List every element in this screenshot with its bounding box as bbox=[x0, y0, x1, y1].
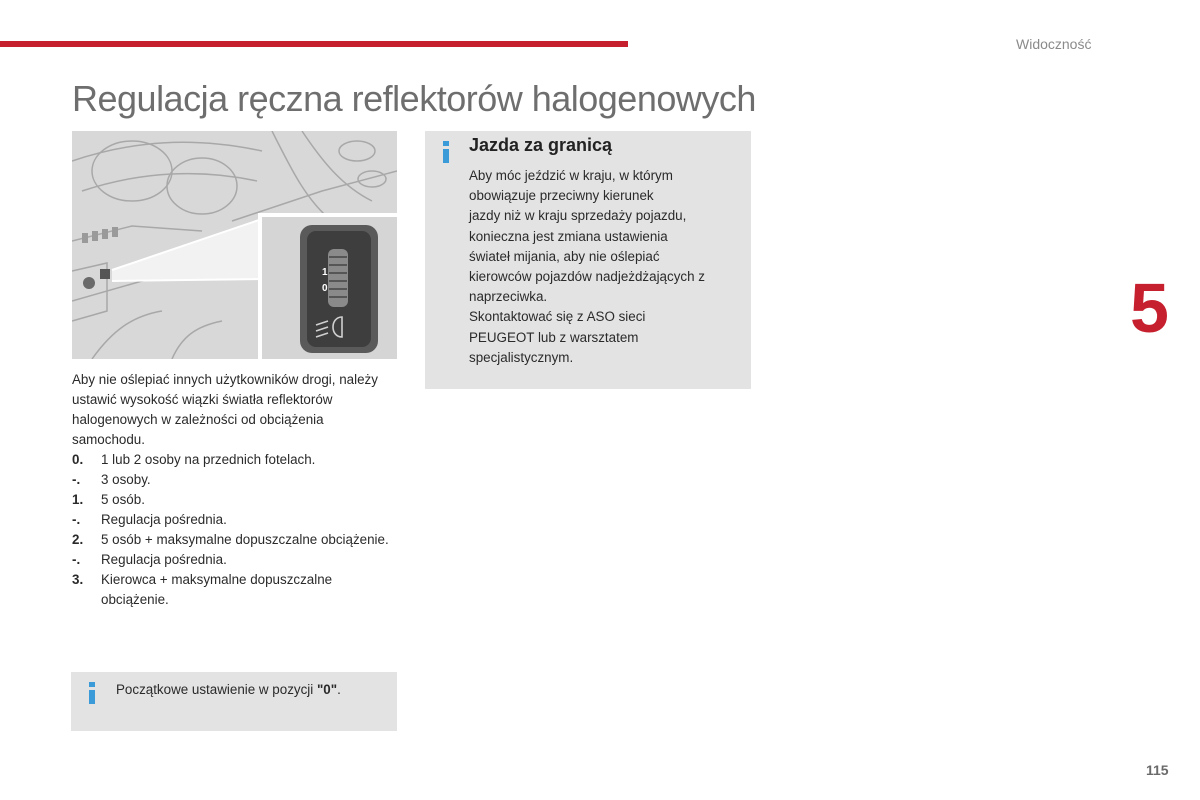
list-item-number: 2. bbox=[72, 532, 84, 547]
dashboard-drawing bbox=[72, 131, 397, 359]
box-line: świateł mijania, aby nie oślepiać bbox=[469, 248, 660, 264]
load-positions-list bbox=[72, 450, 392, 610]
note-text bbox=[116, 682, 341, 697]
list-item bbox=[72, 510, 392, 530]
page-number: 115 bbox=[1146, 762, 1169, 778]
list-item-text: 3 osoby. bbox=[101, 472, 151, 487]
note-value: "0" bbox=[316, 682, 338, 697]
box-body bbox=[469, 166, 749, 368]
list-item bbox=[72, 490, 392, 510]
list-item-number: 3. bbox=[72, 572, 84, 587]
box-line: jazdy niż w kraju sprzedaży pojazdu, bbox=[469, 208, 687, 224]
header-accent-bar bbox=[0, 41, 628, 47]
list-item-text: Regulacja pośrednia. bbox=[101, 512, 227, 527]
list-item bbox=[72, 450, 392, 470]
driving-abroad-box bbox=[425, 131, 751, 389]
page-title: Regulacja ręczna reflektorów halogenowych bbox=[72, 78, 756, 119]
box-line: Aby móc jeździć w kraju, w którym bbox=[469, 168, 673, 183]
list-item-text: 1 lub 2 osoby na przednich fotelach. bbox=[101, 452, 316, 467]
list-item bbox=[72, 570, 392, 610]
list-item-text: Kierowca + maksymalne dopuszczalne obciążenie. bbox=[101, 572, 333, 607]
list-item-text: 5 osób. bbox=[101, 492, 145, 507]
box-line: Skontaktować się z ASO sieci bbox=[469, 309, 646, 325]
dial-label-1: 1 bbox=[322, 267, 328, 278]
box-line: konieczna jest zmiana ustawienia bbox=[469, 228, 668, 244]
chapter-number: 5 bbox=[1130, 269, 1169, 347]
main-instructions bbox=[72, 370, 392, 610]
list-item-number: 1. bbox=[72, 492, 84, 507]
list-item-number: -. bbox=[72, 552, 81, 567]
box-title: Jazda za granicą bbox=[469, 135, 613, 155]
list-item-text: 5 osób + maksymalne dopuszczalne obciążenie. bbox=[101, 532, 389, 547]
initial-setting-note bbox=[71, 672, 397, 731]
intro-paragraph: Aby nie oślepiać innych użytkowników drogi, należy ustawić wysokość wiązki światła reflektorów halogenowych w zależności od obciążenia samochodu. bbox=[72, 372, 378, 447]
headlamp-adjuster-illustration bbox=[72, 131, 397, 359]
list-item bbox=[72, 470, 392, 490]
list-item-number: -. bbox=[72, 472, 81, 487]
list-item-number: -. bbox=[72, 512, 81, 527]
box-line: kierowców pojazdów nadjeżdżających z bbox=[469, 269, 705, 285]
info-icon bbox=[441, 141, 451, 163]
box-line: obowiązuje przeciwny kierunek bbox=[469, 188, 654, 204]
list-item bbox=[72, 530, 392, 550]
list-item-text: Regulacja pośrednia. bbox=[101, 552, 227, 567]
dial-label-0: 0 bbox=[322, 283, 328, 294]
box-line: PEUGEOT lub z warsztatem bbox=[469, 329, 639, 345]
note-text-end: . bbox=[337, 682, 341, 697]
box-line: naprzeciwka. bbox=[469, 289, 548, 305]
list-item bbox=[72, 550, 392, 570]
section-title: Widoczność bbox=[1016, 36, 1092, 52]
note-text-start: Początkowe ustawienie w pozycji bbox=[116, 682, 317, 697]
info-icon bbox=[87, 682, 97, 704]
box-line: specjalistycznym. bbox=[469, 349, 574, 365]
list-item-number: 0. bbox=[72, 452, 84, 467]
